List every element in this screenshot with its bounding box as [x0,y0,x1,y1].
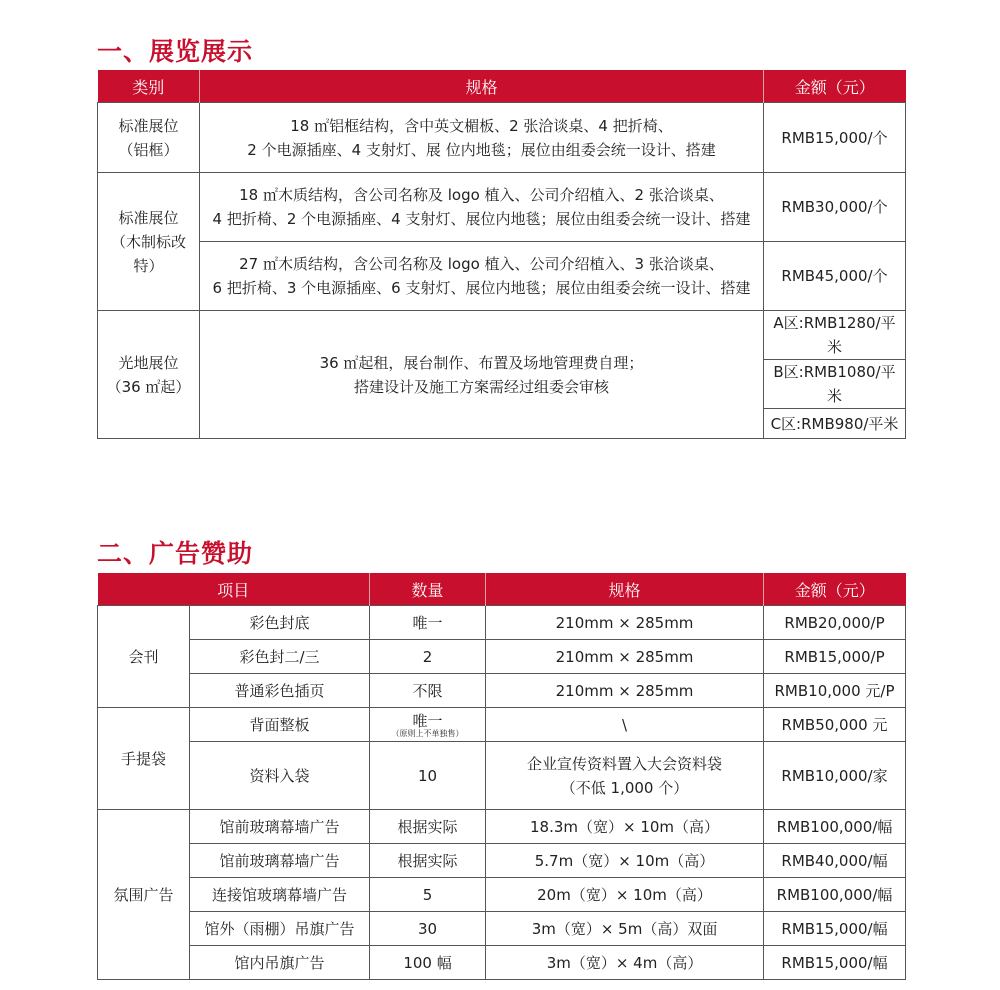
category-note: （木制标改特） [110,232,186,275]
item-qty: 2 [370,640,486,674]
spec-line: 36 ㎡起租，展台制作、布置及场地管理费自理； [319,353,644,372]
table-row [98,912,906,946]
header-item: 项目 [98,573,370,606]
item-name: 彩色封底 [190,606,370,640]
item-price: RMB20,000/P [764,606,906,640]
price-cell: RMB30,000/个 [764,173,906,242]
zone-price-c: C区:RMB980/平米 [764,409,906,439]
item-name: 彩色封二/三 [190,640,370,674]
section-title-advertising: 二、广告赞助 [97,539,254,568]
spec-line: 18 ㎡铝框结构，含中英文楣板、2 张洽谈桌、4 把折椅、 [290,116,673,135]
item-name: 背面整板 [190,708,370,742]
spec-line: 企业宣传资料置入大会资料袋 [527,754,723,773]
spec-line: 4 把折椅、2 个电源插座、4 支射灯、展位内地毯；展位由组委会统一设计、搭建 [212,210,751,228]
item-name: 馆前玻璃幕墙广告 [190,810,370,844]
price-cell: RMB15,000/个 [764,103,906,173]
qty-note: （原则上不单独售） [391,728,464,738]
exhibition-table [97,70,906,439]
item-spec: \ [486,708,764,742]
category-name: 标准展位 [118,116,179,135]
group-name: 氛围广告 [98,810,190,980]
item-qty: 10 [370,742,486,810]
table-row [98,640,906,674]
table-row [98,173,906,242]
price-cell: RMB45,000/个 [764,242,906,311]
advertising-table [97,573,906,980]
spec-cell [200,311,764,439]
item-qty: 5 [370,878,486,912]
spec-cell [200,173,764,242]
item-qty: 100 幅 [370,946,486,980]
category-name: 标准展位 [118,208,179,227]
group-name: 会刊 [98,606,190,708]
spec-line: （不低 1,000 个） [560,778,689,797]
header-spec: 规格 [486,573,764,606]
item-price: RMB15,000/幅 [764,912,906,946]
item-qty [370,708,486,742]
item-price: RMB40,000/幅 [764,844,906,878]
item-price: RMB15,000/P [764,640,906,674]
table-row [98,742,906,810]
table-row [98,606,906,640]
table-row [98,103,906,173]
table-row [98,946,906,980]
item-spec: 20m（宽）× 10m（高） [486,878,764,912]
item-spec [486,742,764,810]
category-cell [98,311,200,439]
spec-cell [200,242,764,311]
header-price: 金额（元） [764,70,906,103]
header-spec: 规格 [200,70,764,103]
table-header-row [98,573,906,606]
zone-price-b: B区:RMB1080/平米 [764,360,906,409]
item-spec: 210mm × 285mm [486,640,764,674]
spec-line: 18 ㎡木质结构，含公司名称及 logo 植入、公司介绍植入、2 张洽谈桌、 [239,186,724,204]
header-category: 类别 [98,70,200,103]
item-qty: 不限 [370,674,486,708]
group-name: 手提袋 [98,708,190,810]
category-name: 光地展位 [118,353,179,372]
qty-value: 唯一 [412,711,443,730]
table-row [98,878,906,912]
item-price: RMB10,000/家 [764,742,906,810]
spec-cell [200,103,764,173]
item-spec: 18.3m（宽）× 10m（高） [486,810,764,844]
spec-line: 27 ㎡木质结构，含公司名称及 logo 植入、公司介绍植入、3 张洽谈桌、 [239,255,724,273]
category-cell [98,173,200,311]
item-name: 馆外（雨棚）吊旗广告 [190,912,370,946]
item-spec: 3m（宽）× 4m（高） [486,946,764,980]
item-spec: 3m（宽）× 5m（高）双面 [486,912,764,946]
item-qty: 根据实际 [370,844,486,878]
header-qty: 数量 [370,573,486,606]
category-note: （铝框） [118,140,179,159]
header-price: 金额（元） [764,573,906,606]
item-spec: 5.7m（宽）× 10m（高） [486,844,764,878]
item-name: 馆前玻璃幕墙广告 [190,844,370,878]
item-spec: 210mm × 285mm [486,674,764,708]
table-header-row [98,70,906,103]
item-price: RMB50,000 元 [764,708,906,742]
category-cell [98,103,200,173]
table-row [98,810,906,844]
section-title-exhibition: 一、展览展示 [97,37,254,66]
item-qty: 根据实际 [370,810,486,844]
item-spec: 210mm × 285mm [486,606,764,640]
table-row [98,708,906,742]
spec-line: 2 个电源插座、4 支射灯、展 位内地毯；展位由组委会统一设计、搭建 [247,140,716,159]
table-row [98,844,906,878]
item-price: RMB100,000/幅 [764,878,906,912]
zone-price-a: A区:RMB1280/平米 [764,311,906,360]
item-price: RMB15,000/幅 [764,946,906,980]
table-row [98,242,906,311]
item-name: 连接馆玻璃幕墙广告 [190,878,370,912]
spec-line: 6 把折椅、3 个电源插座、6 支射灯、展位内地毯；展位由组委会统一设计、搭建 [212,279,751,297]
item-name: 馆内吊旗广告 [190,946,370,980]
item-price: RMB100,000/幅 [764,810,906,844]
item-name: 普通彩色插页 [190,674,370,708]
table-row [98,674,906,708]
category-note: （36 ㎡起） [106,377,191,396]
item-qty: 30 [370,912,486,946]
spec-line: 搭建设计及施工方案需经过组委会审核 [353,377,609,396]
item-name: 资料入袋 [190,742,370,810]
item-qty: 唯一 [370,606,486,640]
table-row [98,311,906,360]
item-price: RMB10,000 元/P [764,674,906,708]
